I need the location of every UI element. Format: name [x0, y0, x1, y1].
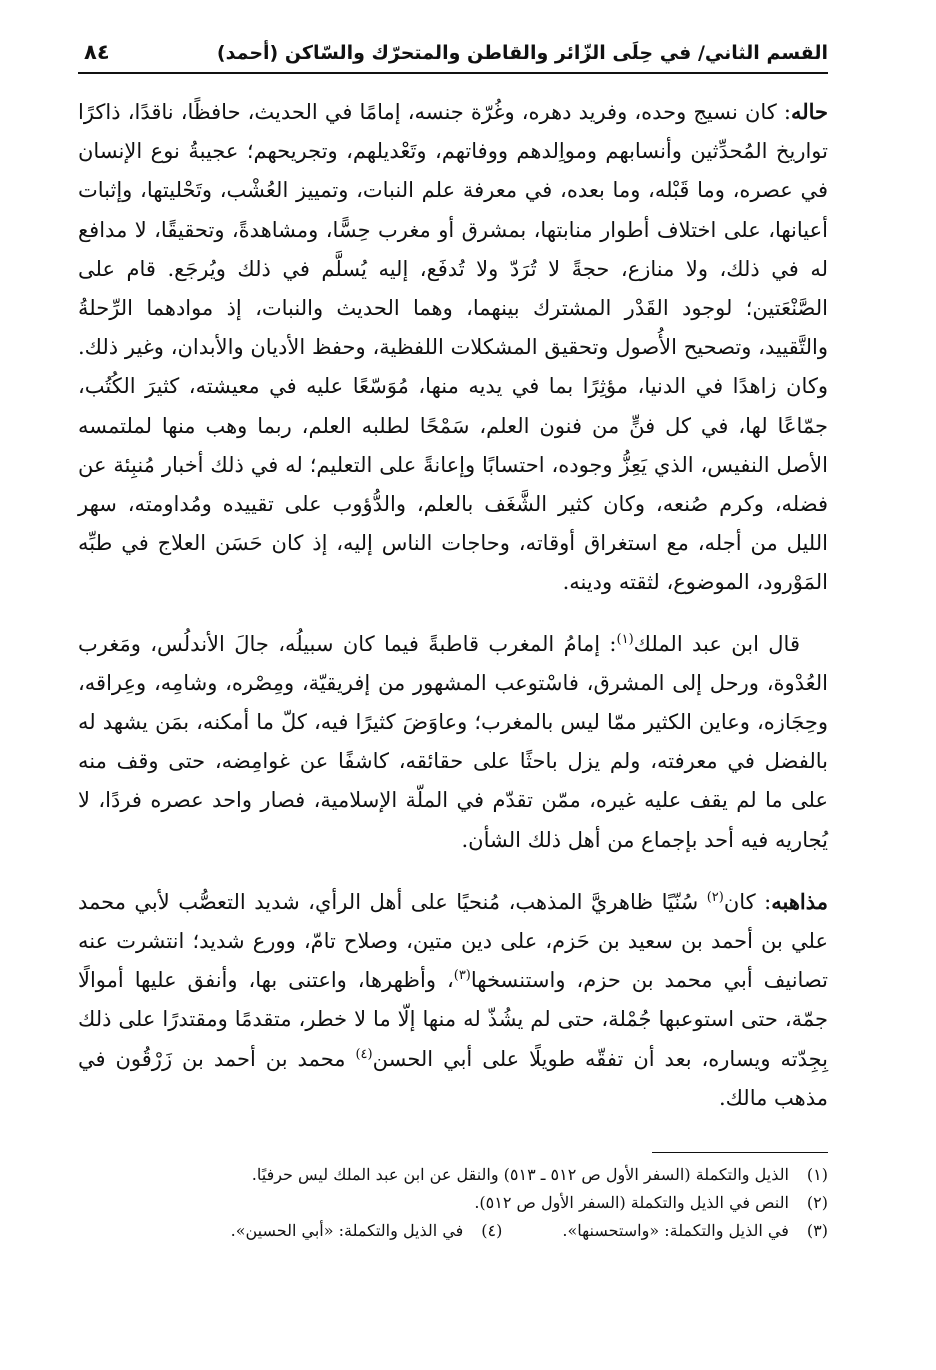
running-title: القسم الثاني/ في حِلَى الزّائر والقاطن والمتحرّك والسّاكن (أحمد): [216, 42, 828, 64]
footnote-1: [78, 1161, 828, 1189]
footnote-ref-2[interactable]: (٢): [706, 889, 724, 905]
footnote-3: [562, 1217, 828, 1245]
paragraph-text: : كان نسيج وحده، وفريد دهره، وغُرّة جنسه، إمامًا في الحديث، حافظًا، ناقدًا، ذاكرًا تواريخ المُحدِّثين وأنسابهم ومواِلدهم ووفاتهم، وتَعْديلهم، وتجريحهم؛ عجيبةُ نوع الإنسان في عصره، وما قَبْله، وما بعده، في معرفة علم النبات، وتمييز العُشْب، وتَحْليتها، وإثبات أعيانها، على اختلاف أطوار منابتها، بمشرق أو مغرب حِسًّا، ومشاهدةً، وتحقيقًا، لا مدافع له في ذلك، ولا منازع، حجةً لا تُرَدّ ولا تُدفَع، إليه يُسلَّم في ذلك ويُرجَع. قام على الصَّنْعَتين؛ لوجود القَدْر المشترك بينهما، وهما الحديث والنبات، إذ موادهما الرِّحلةُ والتَّقييد، وتصحيح الأُصول وتحقيق المشكلات اللفظية، وحفظ الأديان والأبدان، وغير ذلك. وكان زاهدًا في الدنيا، مؤثِرًا بما في يديه منها، مُوَسّعًا عليه في معيشته، كثيرَ الكُتُب، جمّاعًا لها، في كل فنٍّ من فنون العلم، سَمْحًا لطلبه العلم، ربما وهب منها لملتمسه الأصل النفيس، الذي يَعِزُّ وجوده، احتسابًا وإعانةً على التعليم؛ له في ذلك أخبار مُنبِئة عن فضله، وكرم صُنعه، وكان كثير الشَّغَف بالعلم، والدُّؤوب على تقييده ومُداومته، سهر الليل من أجله، مع استغراق أوقاته، وحاجات الناس إليه، إذ كان حَسَن العلاج في طبِّه المَوْرود، الموضوع، لثقته ودينه.: [78, 100, 828, 595]
footnote-mark: (٤): [481, 1221, 503, 1241]
section-lead-madhahibuh: مذاهبه: [771, 888, 828, 914]
paragraph-text: محمد بن أحمد بن زَرْقُون في مذهب مالك.: [78, 1046, 828, 1110]
footnote-2: [78, 1189, 828, 1217]
footnote-text: في الذيل والتكملة: «واستحسنها».: [562, 1221, 789, 1241]
page-number: ٨٤: [84, 40, 110, 64]
paragraph-text: ، وأظهرها، واعتنى بها، وأنفق عليها أموالًا جمّة، حتى استوعبها جُمْلة، حتى لم يشُذّ له منها إلّا ما لا خطر، متقدمًا ومقتدرًا على ذلك بِجِدّته ويساره، بعد أن تفقّه طويلًا على أبي الحسن: [78, 968, 829, 1071]
footnote-row: [78, 1217, 828, 1245]
paragraph-text: : كان: [723, 889, 772, 914]
footnote-ref-3[interactable]: (٣): [453, 968, 471, 984]
footnote-mark: (٢): [806, 1193, 828, 1213]
footnote-ref-1[interactable]: (١): [616, 631, 634, 647]
running-header: [78, 40, 828, 74]
footnote-mark: (٣): [806, 1221, 828, 1241]
paragraph-text: قال ابن عبد الملك: [633, 631, 800, 656]
footnote-text: في الذيل والتكملة: «أبي الحسين».: [230, 1221, 464, 1241]
footnote-4: [231, 1217, 503, 1245]
paragraph-ibn-abd-al-malik: [78, 625, 828, 860]
footnote-text: الذيل والتكملة (السفر الأول ص ٥١٢ ـ ٥١٣) والنقل عن ابن عبد الملك ليس حرفيًا.: [251, 1165, 789, 1185]
section-lead-haluh: حاله: [790, 99, 828, 124]
main-text: [78, 92, 828, 1118]
footnote-text: النص في الذيل والتكملة (السفر الأول ص ٥١٢).: [474, 1193, 789, 1213]
paragraph-madhahibuh: [78, 882, 828, 1118]
footnotes: [78, 1161, 828, 1245]
paragraph-text: سُنّيًا ظاهريَّ المذهب، مُنحيًا على أهل الرأي، شديد التعصُّب لأبي محمد علي بن أحمد بن سعيد بن حَزم، على دين متين، وصلاح تامّ، وورع شديد؛ انتشرت عنه تصانيف أبي محمد بن حزم، واستنسخها: [78, 889, 828, 993]
paragraph-haluh: [78, 92, 828, 603]
footnote-ref-4[interactable]: (٤): [355, 1046, 373, 1062]
footnote-mark: (١): [806, 1165, 828, 1185]
paragraph-text: : إمامُ المغرب قاطبةً فيما كان سبيلُه، جالَ الأندلُس، ومَغرب العُدْوة، ورحل إلى المشرق، فاسْتوعب المشهور من إفريقيّة، ومِصْره، وشامِه، وعِراقه، وحِجَازه، وعاين الكثير ممّا ليس بالمغرب؛ وعاوَضَ كثيرًا فيه، كلّ ما أمكنه، بمَن يشهد له بالفضل في معرفته، ولم يزل باحثًا على حقائقه، كاشفًا عن غوامِضه، حتى وقف منه على ما لم يقف عليه غيره، ممّن تقدّم في الملّة الإسلامية، فصار واحد عصره فردًا، لا يُجاريه فيه أحد بإجماع من أهل ذلك الشأن.: [78, 631, 828, 852]
book-page: [78, 40, 828, 1245]
footnote-divider: [652, 1152, 828, 1153]
